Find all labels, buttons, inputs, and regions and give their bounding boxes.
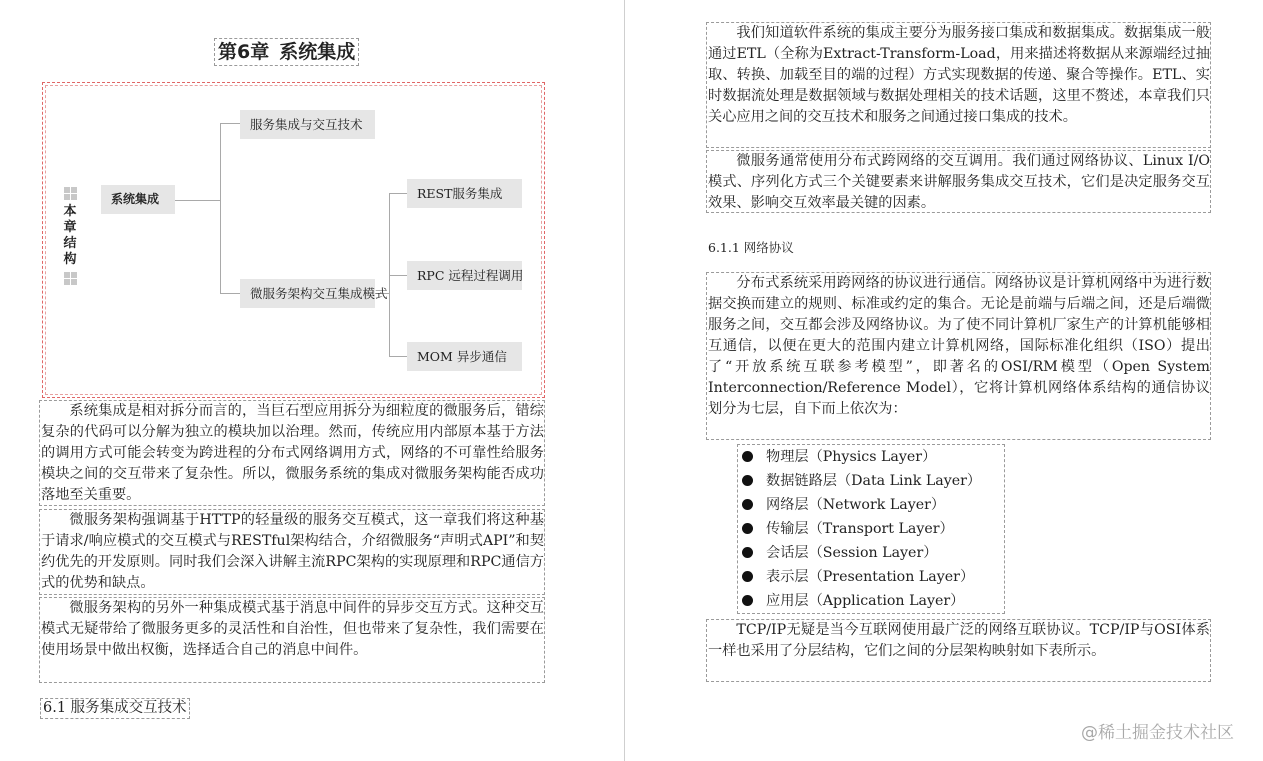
bullet-icon xyxy=(742,451,753,462)
section-heading: 6.1 服务集成交互技术 xyxy=(40,698,190,719)
bullet-icon xyxy=(742,499,753,510)
layer-name: 应用层（Application Layer） xyxy=(766,593,965,609)
layer-name: 数据链路层（Data Link Layer） xyxy=(766,473,982,489)
list-item xyxy=(742,469,981,494)
list-item xyxy=(742,565,974,590)
layer-name: 传输层（Transport Layer） xyxy=(766,521,954,537)
osi-layer-list xyxy=(737,444,1005,614)
layer-name: 会话层（Session Layer） xyxy=(766,545,938,561)
list-item xyxy=(742,493,945,518)
list-item xyxy=(742,589,964,614)
list-item xyxy=(742,445,936,470)
chapter-number: 第6章 xyxy=(218,41,270,63)
layer-name: 网络层（Network Layer） xyxy=(766,497,946,513)
layer-name: 物理层（Physics Layer） xyxy=(766,449,937,465)
diagram-leaf-node: REST服务集成 xyxy=(407,179,522,208)
paragraph: 分布式系统采用跨网络的协议进行通信。网络协议是计算机网络中为进行数据交换而建立的规则、标准或约定的集合。无论是前端与后端之间，还是后端微服务之间，交互都会涉及网络协议。为了使不同计算机厂家生产的计算机能够相互通信，以便在更大的范围内建立计算机网络，国际标准化组织（ISO）提出了“开放系统互联参考模型”，即著名的OSI/RM模型（Open System Interconnection/Reference Model），它将计算机网络体系结构的通信协议划分为七层，自下而上依次为： xyxy=(706,272,1211,440)
diagram-leaf-node: MOM 异步通信 xyxy=(407,342,522,371)
layer-name: 表示层（Presentation Layer） xyxy=(766,569,975,585)
side-label-char: 章 xyxy=(63,220,77,235)
chapter-structure-label xyxy=(59,187,81,285)
square-grid-icon xyxy=(64,187,77,200)
subsection-heading: 6.1.1 网络协议 xyxy=(708,240,794,255)
paragraph: 微服务架构强调基于HTTP的轻量级的服务交互模式，这一章我们将这种基于请求/响应模式的交互模式与RESTful架构结合，介绍微服务“声明式API”和契约优先的开发原则。同时我们会深入讲解主流RPC架构的实现原理和RPC通信方式的优势和缺点。 xyxy=(39,509,545,595)
paragraph: 微服务通常使用分布式跨网络的交互调用。我们通过网络协议、Linux I/O模式、序列化方式三个关键要素来讲解服务集成交互技术，它们是决定服务交互效果、影响交互效率最关键的因素。 xyxy=(706,150,1211,213)
chapter-title xyxy=(214,38,359,66)
page-divider xyxy=(624,0,625,761)
watermark: @稀土掘金技术社区 xyxy=(1081,723,1234,743)
side-label-char: 本 xyxy=(63,204,77,219)
bullet-icon xyxy=(742,547,753,558)
bullet-icon xyxy=(742,523,753,534)
paragraph: 系统集成是相对拆分而言的，当巨石型应用拆分为细粒度的微服务后，错综复杂的代码可以分解为独立的模块加以治理。然而，传统应用内部原本基于方法的调用方式可能会转变为跨进程的分布式网络调用方式，网络的不可靠性给服务模块之间的交互带来了复杂性。所以，微服务系统的集成对微服务架构能否成功落地至关重要。 xyxy=(39,400,545,506)
paragraph: 我们知道软件系统的集成主要分为服务接口集成和数据集成。数据集成一般通过ETL（全称为Extract-Transform-Load，用来描述将数据从来源端经过抽取、转换、加载至目的端的过程）方式实现数据的传递、聚合等操作。ETL、实时数据流处理是数据领域与数据处理相关的技术话题，这里不赘述，本章我们只关心应用之间的交互技术和服务之间通过接口集成的技术。 xyxy=(706,22,1211,148)
diagram-branch-node: 服务集成与交互技术 xyxy=(240,110,375,139)
bullet-icon xyxy=(742,571,753,582)
diagram-branch-node: 微服务架构交互集成模式 xyxy=(240,279,375,308)
list-item xyxy=(742,517,954,542)
diagram-leaf-node: RPC 远程过程调用 xyxy=(407,261,522,290)
paragraph: TCP/IP无疑是当今互联网使用最广泛的网络互联协议。TCP/IP与OSI体系一样也采用了分层结构，它们之间的分层架构映射如下表所示。 xyxy=(706,619,1211,682)
diagram-root-node: 系统集成 xyxy=(101,185,175,214)
list-item xyxy=(742,541,937,566)
square-grid-icon xyxy=(64,272,77,285)
chapter-structure-diagram xyxy=(42,82,545,398)
side-label-char: 构 xyxy=(63,252,77,267)
chapter-name: 系统集成 xyxy=(279,41,356,63)
bullet-icon xyxy=(742,595,753,606)
side-label-char: 结 xyxy=(63,236,77,251)
bullet-icon xyxy=(742,475,753,486)
paragraph: 微服务架构的另外一种集成模式基于消息中间件的异步交互方式。这种交互模式无疑带给了微服务更多的灵活性和自治性，但也带来了复杂性，我们需要在使用场景中做出权衡，选择适合自己的消息中间件。 xyxy=(39,597,545,683)
